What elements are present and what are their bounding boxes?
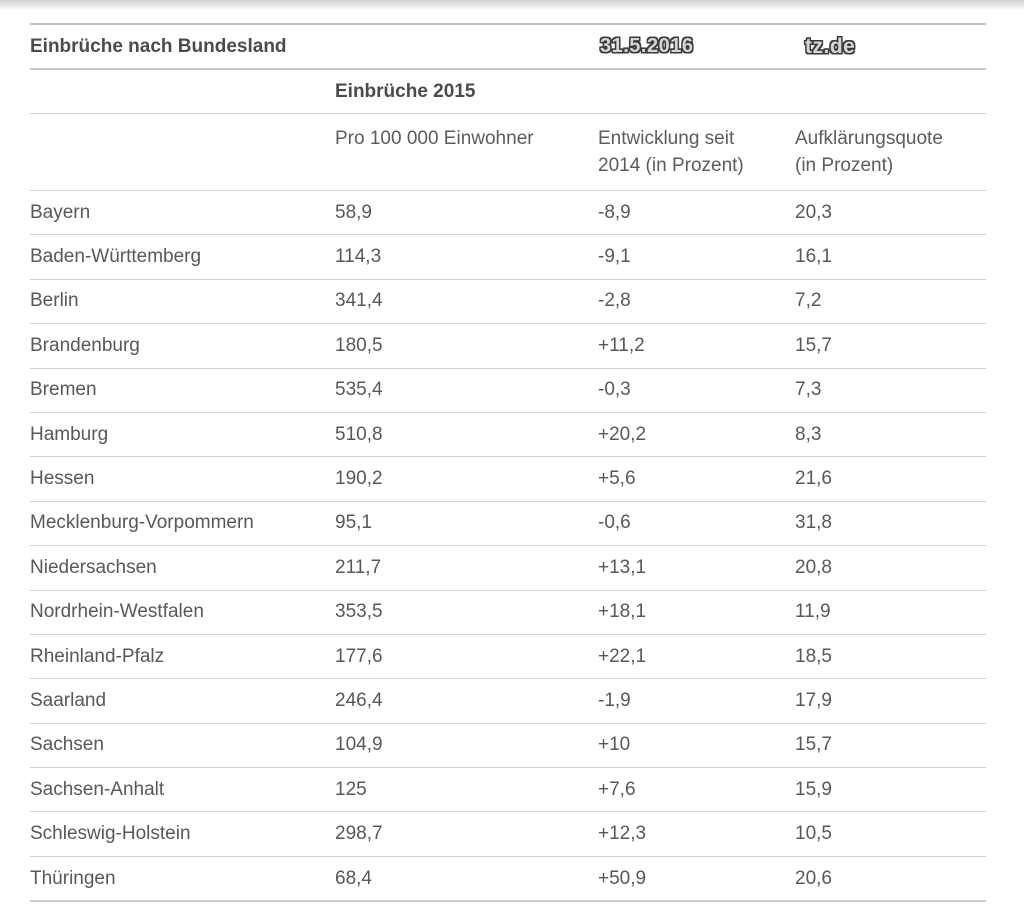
cell-state: Sachsen-Anhalt — [30, 778, 165, 800]
table-subtitle-row — [30, 68, 986, 113]
cell-clearance: 15,9 — [795, 778, 832, 800]
cell-per-100k: 535,4 — [335, 379, 383, 401]
column-header-clearance: Aufklärungsquote (in Prozent) — [795, 128, 943, 176]
cell-per-100k: 58,9 — [335, 201, 372, 223]
cell-per-100k: 114,3 — [335, 246, 382, 268]
table-row — [30, 678, 986, 722]
cell-per-100k: 341,4 — [335, 290, 383, 312]
table-row — [30, 634, 986, 678]
table-row — [30, 234, 986, 278]
cell-per-100k: 68,4 — [335, 867, 372, 889]
cell-development: -0,6 — [598, 512, 631, 534]
table-row — [30, 590, 986, 634]
cell-clearance: 31,8 — [795, 512, 832, 534]
cell-clearance: 7,2 — [795, 290, 822, 312]
column-header-development: Entwicklung seit 2014 (in Prozent) — [598, 128, 744, 176]
cell-development: +18,1 — [598, 601, 647, 623]
column-header-row — [30, 113, 986, 190]
burglary-table — [30, 23, 986, 902]
cell-development: -0,3 — [598, 379, 631, 401]
table-row — [30, 501, 986, 545]
cell-development: -2,8 — [598, 290, 631, 312]
cell-development: +10 — [598, 734, 631, 756]
cell-clearance: 18,5 — [795, 645, 832, 667]
cell-per-100k: 104,9 — [335, 734, 383, 756]
table-row — [30, 456, 986, 500]
date-watermark: 31.5.2016 — [600, 35, 694, 57]
table-row — [30, 323, 986, 367]
cell-per-100k: 211,7 — [335, 556, 382, 578]
table-subtitle: Einbrüche 2015 — [335, 80, 476, 102]
column-header-per-100k: Pro 100 000 Einwohner — [335, 128, 534, 149]
cell-state: Schleswig-Holstein — [30, 823, 191, 845]
cell-per-100k: 298,7 — [335, 823, 383, 845]
cell-clearance: 8,3 — [795, 423, 822, 445]
cell-state: Bayern — [30, 201, 91, 223]
cell-clearance: 16,1 — [795, 246, 832, 268]
cell-development: +13,1 — [598, 556, 647, 578]
cell-state: Nordrhein-Westfalen — [30, 601, 204, 623]
cell-development: +5,6 — [598, 468, 636, 490]
table-body — [30, 190, 986, 900]
cell-clearance: 15,7 — [795, 334, 832, 356]
table-row — [30, 856, 986, 900]
cell-state: Bremen — [30, 379, 97, 401]
cell-development: +11,2 — [598, 334, 645, 356]
cell-development: +12,3 — [598, 823, 647, 845]
cell-state: Thüringen — [30, 867, 116, 889]
table-row — [30, 767, 986, 811]
cell-state: Hamburg — [30, 423, 109, 445]
cell-state: Hessen — [30, 468, 95, 490]
cell-development: +22,1 — [598, 645, 647, 667]
cell-clearance: 20,8 — [795, 556, 832, 578]
cell-state: Mecklenburg-Vorpommern — [30, 512, 254, 534]
cell-per-100k: 353,5 — [335, 601, 383, 623]
cell-development: +7,6 — [598, 778, 636, 800]
cell-per-100k: 125 — [335, 778, 367, 800]
cell-development: -8,9 — [598, 201, 631, 223]
cell-development: -1,9 — [598, 689, 631, 711]
table-row — [30, 279, 986, 323]
table-row — [30, 412, 986, 456]
cell-state: Brandenburg — [30, 334, 140, 356]
cell-clearance: 7,3 — [795, 379, 822, 401]
cell-per-100k: 180,5 — [335, 334, 383, 356]
cell-clearance: 21,6 — [795, 468, 832, 490]
cell-per-100k: 246,4 — [335, 689, 383, 711]
table-row — [30, 545, 986, 589]
cell-state: Sachsen — [30, 734, 104, 756]
cell-development: +50,9 — [598, 867, 647, 889]
cell-state: Berlin — [30, 290, 79, 312]
cell-per-100k: 510,8 — [335, 423, 383, 445]
table-row — [30, 723, 986, 767]
cell-state: Niedersachsen — [30, 556, 157, 578]
cell-per-100k: 190,2 — [335, 468, 383, 490]
cell-clearance: 20,3 — [795, 201, 832, 223]
cell-clearance: 15,7 — [795, 734, 832, 756]
cell-development: -9,1 — [598, 246, 631, 268]
table-row — [30, 811, 986, 855]
cell-clearance: 20,6 — [795, 867, 832, 889]
cell-state: Saarland — [30, 689, 107, 711]
cell-clearance: 11,9 — [795, 601, 831, 623]
table-row — [30, 190, 986, 234]
cell-per-100k: 177,6 — [335, 645, 383, 667]
top-edge-strip — [0, 0, 1024, 10]
cell-development: +20,2 — [598, 423, 647, 445]
table-row — [30, 368, 986, 412]
cell-state: Rheinland-Pfalz — [30, 645, 165, 667]
cell-per-100k: 95,1 — [335, 512, 372, 534]
cell-state: Baden-Württemberg — [30, 246, 202, 268]
cell-clearance: 10,5 — [795, 823, 832, 845]
page-title: Einbrüche nach Bundesland — [30, 35, 287, 57]
table-title-row — [30, 23, 986, 68]
cell-clearance: 17,9 — [795, 689, 832, 711]
source-watermark: tz.de — [805, 34, 856, 58]
